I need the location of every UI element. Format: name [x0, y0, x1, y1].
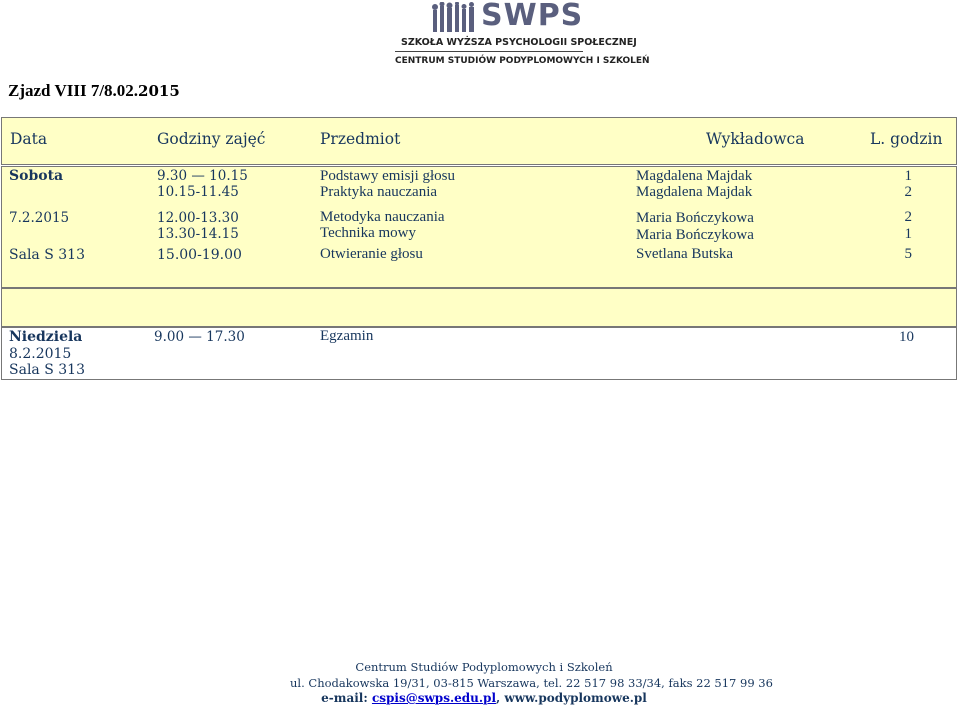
- footer-center-name: Centrum Studiów Podyplomowych i Szkoleń: [355, 660, 613, 674]
- subject: Podstawy emisji głosu: [320, 168, 456, 184]
- header-hours: Godziny zajęć: [157, 130, 266, 148]
- sunday-block: [1, 327, 957, 380]
- title-year: 2015: [138, 82, 180, 100]
- footer-contact: [290, 691, 678, 705]
- header-count: L. godzin: [870, 130, 943, 148]
- hours-count: 2: [904, 184, 912, 200]
- header-lecturer: Wykładowca: [706, 130, 805, 148]
- lecturer: Svetlana Butska: [636, 246, 734, 262]
- subject: Otwieranie głosu: [320, 246, 423, 262]
- subject: Technika mowy: [320, 225, 417, 241]
- logo-center-name: CENTRUM STUDIÓW PODYPLOMOWYCH I SZKOLEŃ: [395, 56, 650, 66]
- time-slot: 9.30 — 10.15: [157, 168, 248, 184]
- footer-website[interactable]: , www.podyplomowe.pl: [496, 691, 647, 705]
- lecturer: Magdalena Majdak: [636, 168, 753, 184]
- people-silhouettes-icon: [431, 2, 477, 34]
- logo-school-name: SZKOŁA WYŻSZA PSYCHOLOGII SPOŁECZNEJ: [401, 37, 637, 48]
- time-slot: 9.00 — 17.30: [154, 329, 245, 345]
- header-subject: Przedmiot: [320, 130, 401, 148]
- swps-logo: [393, 0, 650, 70]
- time-slot: 10.15-11.45: [157, 184, 239, 200]
- empty-row: [1, 288, 957, 327]
- hours-count: 1: [904, 168, 912, 184]
- sunday-room: Sala S 313: [9, 362, 85, 378]
- table-header-row: [1, 117, 957, 165]
- saturday-date: 7.2.2015: [9, 210, 70, 226]
- time-slot: 12.00-13.30: [157, 210, 239, 226]
- footer-email-label: e-mail:: [321, 691, 372, 705]
- sunday-date: 8.2.2015: [9, 346, 72, 362]
- time-slot: 15.00-19.00: [157, 247, 242, 263]
- sunday-day: Niedziela: [9, 329, 83, 345]
- hours-count: 5: [904, 246, 912, 262]
- saturday-block: [1, 166, 957, 288]
- title-main: Zjazd VIII 7/8.02.: [8, 81, 139, 100]
- subject: Egzamin: [320, 328, 374, 344]
- hours-count: 2: [904, 209, 912, 225]
- logo-brand: SWPS: [481, 0, 584, 33]
- saturday-room: Sala S 313: [9, 247, 85, 263]
- saturday-day: Sobota: [9, 168, 64, 184]
- header-date: Data: [10, 130, 48, 148]
- time-slot: 13.30-14.15: [157, 226, 239, 242]
- hours-count: 10: [899, 329, 914, 345]
- footer-address: ul. Chodakowska 19/31, 03-815 Warszawa, tel. 22 517 98 33/34, faks 22 517 99 36: [290, 676, 773, 690]
- subject: Metodyka nauczania: [320, 209, 445, 225]
- lecturer: Maria Bończykowa: [636, 210, 754, 226]
- lecturer: Maria Bończykowa: [636, 227, 754, 243]
- logo-divider: [395, 51, 583, 52]
- page-title: [8, 81, 180, 101]
- lecturer: Magdalena Majdak: [636, 184, 753, 200]
- hours-count: 1: [904, 226, 912, 242]
- subject: Praktyka nauczania: [320, 184, 438, 200]
- email-link[interactable]: cspis@swps.edu.pl: [371, 691, 497, 705]
